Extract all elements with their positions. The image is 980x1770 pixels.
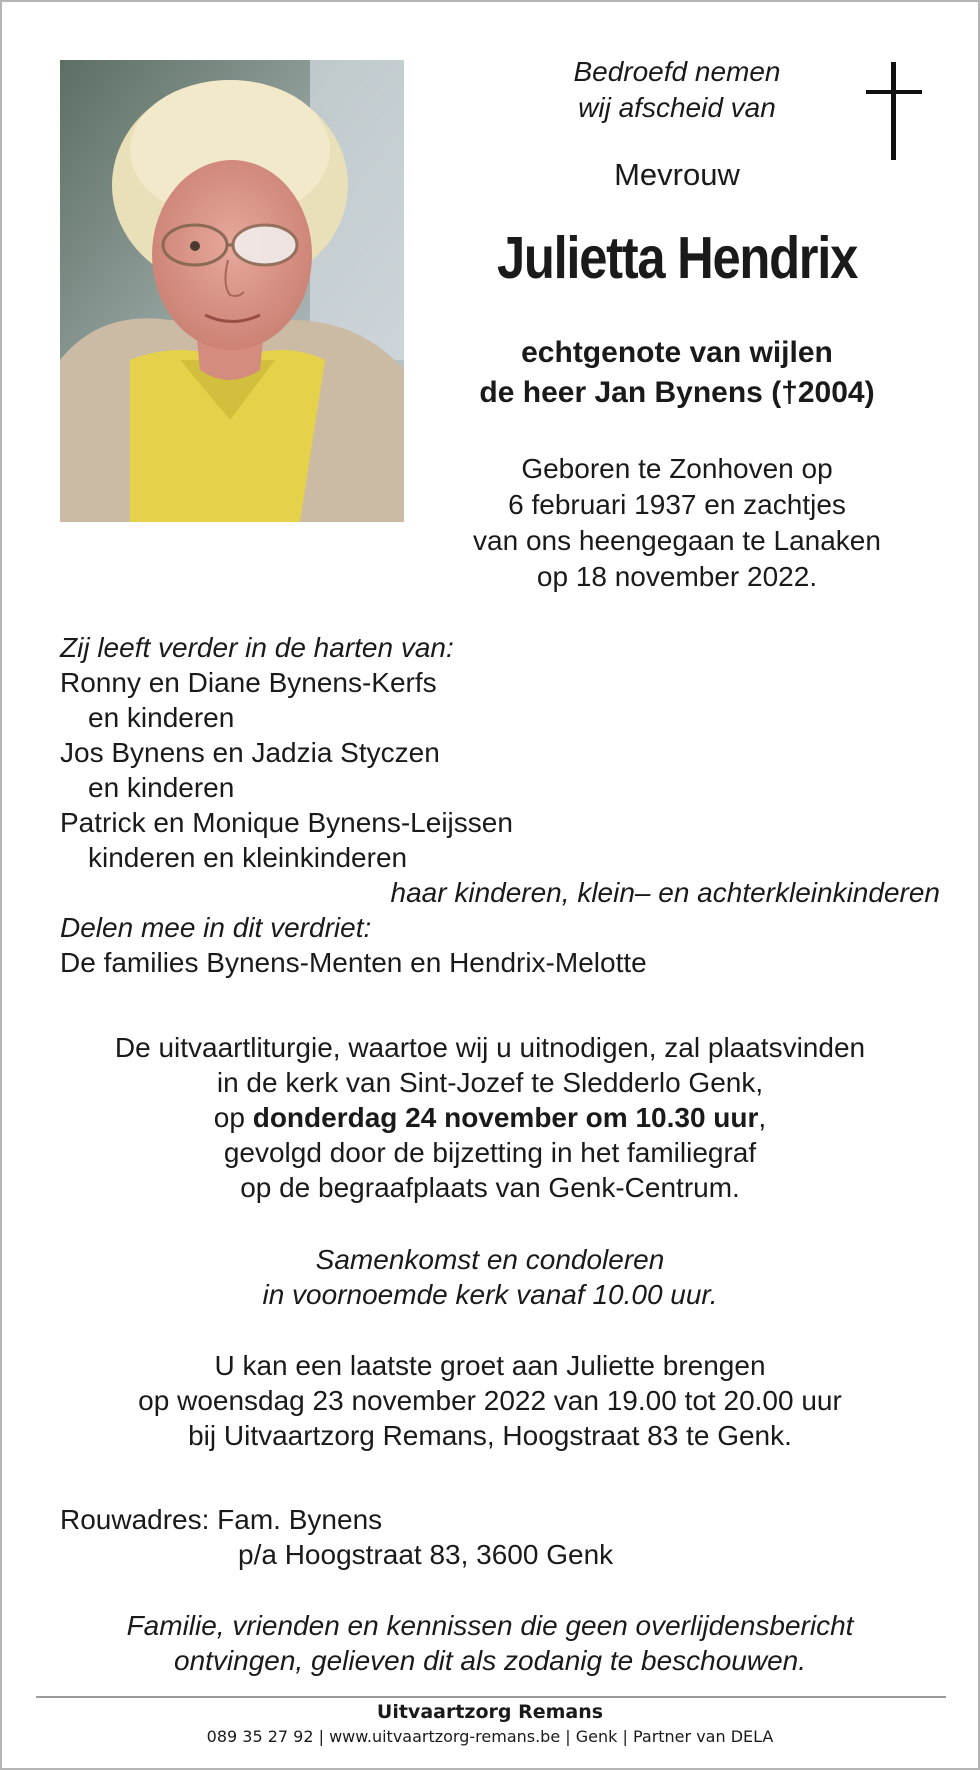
birth-line: op 18 november 2022. [536,561,818,592]
gathering-line: in voornoemde kerk vanaf 10.00 uur. [262,1279,718,1310]
liturgy-date: donderdag 24 november om 10.30 uur [252,1102,759,1133]
footer-divider [36,1696,946,1698]
sharing-families: De families Bynens-Menten en Hendrix-Melotte [60,947,647,978]
mourning-address [60,1502,613,1572]
liturgy-line [32,1100,948,1135]
honorific: Mevrouw [614,157,740,192]
deceased-name: Julietta Hendrix [496,225,858,291]
birth-line: Geboren te Zonhoven op [521,453,833,484]
intro-line: Bedroefd nemen [573,56,781,87]
relative-item: Patrick en Monique Bynens-Leijssen [60,807,513,838]
relatives-list [60,630,940,980]
birth-line: 6 februari 1937 en zachtjes [508,489,846,520]
liturgy-text [32,1030,948,1205]
address-line: p/a Hoogstraat 83, 3600 Genk [238,1539,614,1570]
closing-text [32,1608,948,1678]
spouse-text [432,333,922,413]
spouse-line: de heer Jan Bynens (†2004) [479,376,875,409]
gathering-line: Samenkomst en condoleren [315,1244,665,1275]
footer-title: Uitvaartzorg Remans [376,1701,604,1723]
visit-line: U kan een laatste groet aan Juliette brengen [214,1350,766,1381]
birth-line: van ons heengegaan te Lanaken [473,525,881,556]
address-line: Rouwadres: Fam. Bynens [60,1504,383,1535]
relative-item: kinderen en kleinkinderen [88,842,408,873]
liturgy-line: De uitvaartliturgie, waartoe wij u uitnodigen, zal plaatsvinden [114,1032,866,1063]
visit-text [32,1348,948,1453]
intro-text [432,54,922,126]
relative-item: Jos Bynens en Jadzia Styczen [60,737,440,768]
gathering-text [32,1242,948,1312]
visit-line: bij Uitvaartzorg Remans, Hoogstraat 83 te Genk. [188,1420,792,1451]
footer-info: 089 35 27 92 | www.uitvaartzorg-remans.be | Genk | Partner van DELA [206,1727,774,1746]
liturgy-line: gevolgd door de bijzetting in het familiegraf [223,1137,757,1168]
intro-line: wij afscheid van [578,92,776,123]
liturgy-line: op de begraafplaats van Genk-Centrum. [240,1172,740,1203]
birth-death-text [432,451,922,595]
relatives-heading: Zij leeft verder in de harten van: [60,632,454,663]
liturgy-date-suffix: , [758,1102,767,1133]
relative-item: en kinderen [88,702,235,733]
portrait-photo [60,60,404,522]
sharing-heading: Delen mee in dit verdriet: [60,912,372,943]
relative-item: Ronny en Diane Bynens-Kerfs [60,667,437,698]
relatives-summary: haar kinderen, klein– en achterkleinkinderen [390,877,940,908]
relative-item: en kinderen [88,772,235,803]
spouse-line: echtgenote van wijlen [521,336,833,369]
visit-line: op woensdag 23 november 2022 van 19.00 tot 20.00 uur [138,1385,842,1416]
liturgy-line: in de kerk van Sint-Jozef te Sledderlo Genk, [216,1067,764,1098]
closing-line: ontvingen, gelieven dit als zodanig te beschouwen. [174,1645,806,1676]
closing-line: Familie, vrienden en kennissen die geen overlijdensbericht [126,1610,854,1641]
liturgy-date-prefix: op [213,1102,253,1133]
